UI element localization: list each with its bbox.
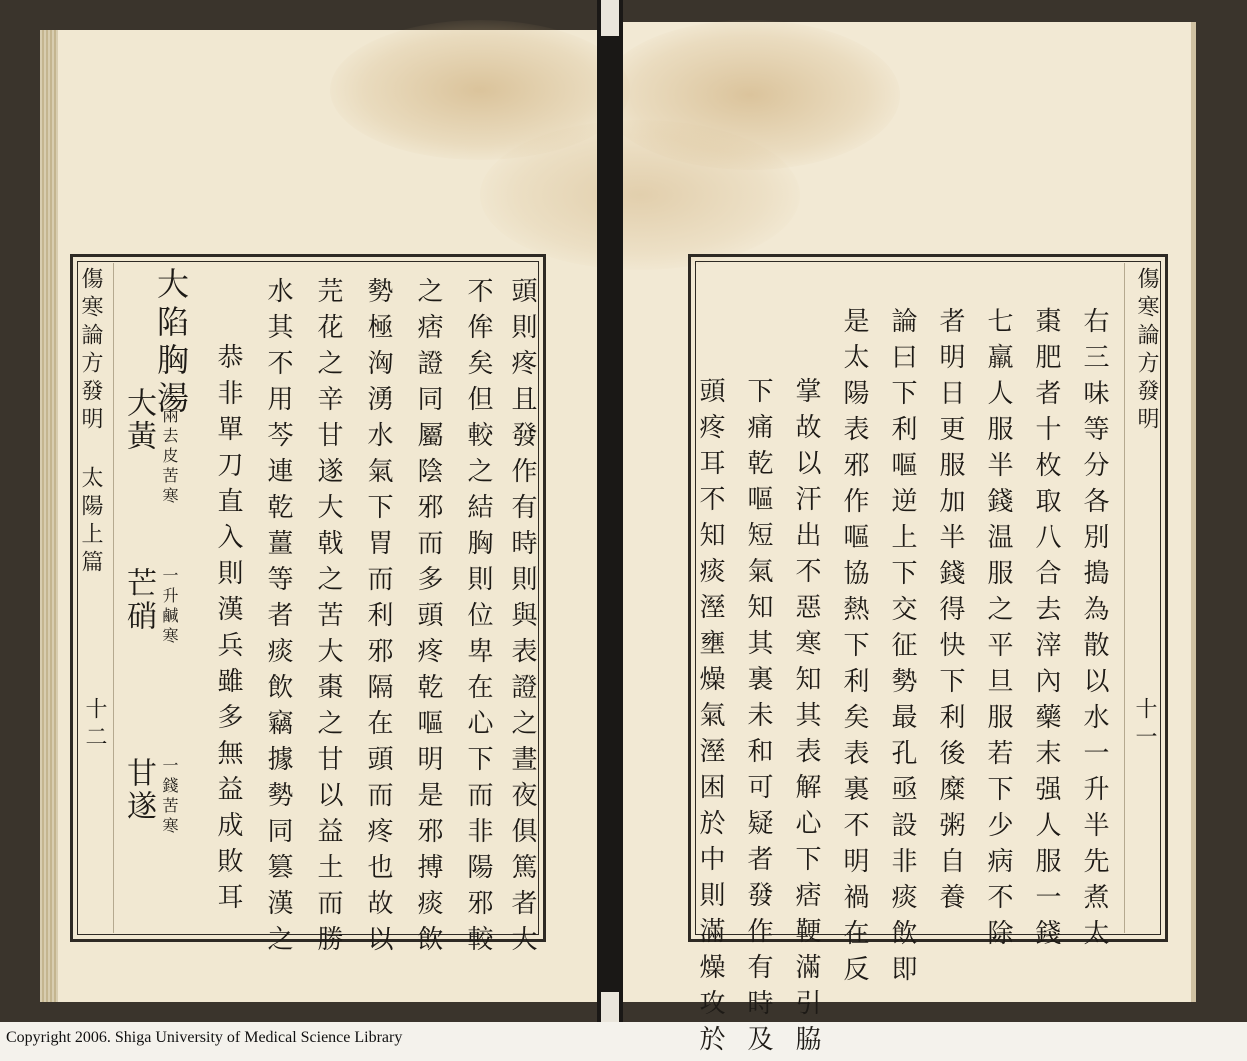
gutter-tab-bottom xyxy=(601,992,619,1022)
ingredient-2-note: 一升鹹寒 xyxy=(160,567,179,647)
right-text-frame xyxy=(688,254,1168,1061)
text-column: 七羸人服半錢温服之平旦服若下少病不除 xyxy=(983,307,1013,955)
text-column: 下痛乾嘔短氣知其裏未和可疑者發作有時及 xyxy=(743,377,773,1061)
text-column: 芫花之辛甘遂大戟之苦大棗之甘以益土而勝 xyxy=(313,277,343,961)
margin-separator xyxy=(113,263,114,933)
ingredient-1-note: 六兩去皮苦寒 xyxy=(160,387,179,507)
ingredient-3-note: 一錢苦寒 xyxy=(160,757,179,837)
ingredient-column xyxy=(121,387,179,917)
left-folio: 十二 xyxy=(82,697,107,753)
margin-separator xyxy=(1124,263,1125,933)
water-stain-center xyxy=(480,120,800,270)
page-edge-stack xyxy=(40,30,58,1002)
text-column: 之痞證同屬陰邪而多頭疼乾嘔明是邪搏痰飲 xyxy=(413,277,443,961)
text-column: 論曰下利嘔逆上下交征勢最孔亟設非痰飲即 xyxy=(887,307,917,991)
left-text-frame xyxy=(70,254,546,961)
ingredient-1-name: 大黃 xyxy=(121,387,156,453)
recipe-heading: 大陷胸湯 xyxy=(152,267,190,419)
text-column: 右三味等分各別搗為散以水一升半先煮太 xyxy=(1079,307,1109,955)
text-column: 勢極洶湧水氣下胃而利邪隔在頭而疼也故以 xyxy=(363,277,393,961)
right-folio: 十一 xyxy=(1132,697,1157,753)
right-margin-title: 傷寒論方發明 xyxy=(1134,267,1159,435)
text-column: 是太陽表邪作嘔協熱下利矣表裏不明禍在反 xyxy=(839,307,869,991)
text-column: 水其不用芩連乾薑等者痰飲竊據勢同篡漢之 xyxy=(263,277,293,961)
text-column: 頭則疼且發作有時則與表證之晝夜俱篤者大 xyxy=(507,277,537,961)
left-margin-title: 傷寒論方發明 太陽上篇 xyxy=(78,267,103,578)
gutter-tab-top xyxy=(601,0,619,36)
text-column: 不侔矣但較之結胸則位卑在心下而非陽邪較 xyxy=(463,277,493,961)
ingredient-2-name: 芒硝 xyxy=(121,567,156,633)
text-column: 恭非單刀直入則漢兵雖多無益成敗耳 xyxy=(213,343,243,919)
text-column: 掌故以汗出不惡寒知其表解心下痞鞕滿引脇 xyxy=(791,377,821,1061)
ingredient-3-name: 甘遂 xyxy=(121,757,156,823)
text-column: 頭疼耳不知痰溼壅燥氣溼困於中則滿燥攻於 xyxy=(695,377,725,1061)
book-gutter xyxy=(597,0,623,1022)
copyright-notice: Copyright 2006. Shiga University of Medical Science Library xyxy=(6,1029,403,1046)
text-column: 棗肥者十枚取八合去滓內藥末强人服一錢 xyxy=(1031,307,1061,955)
text-column: 者明日更服加半錢得快下利後糜粥自養 xyxy=(935,307,965,919)
